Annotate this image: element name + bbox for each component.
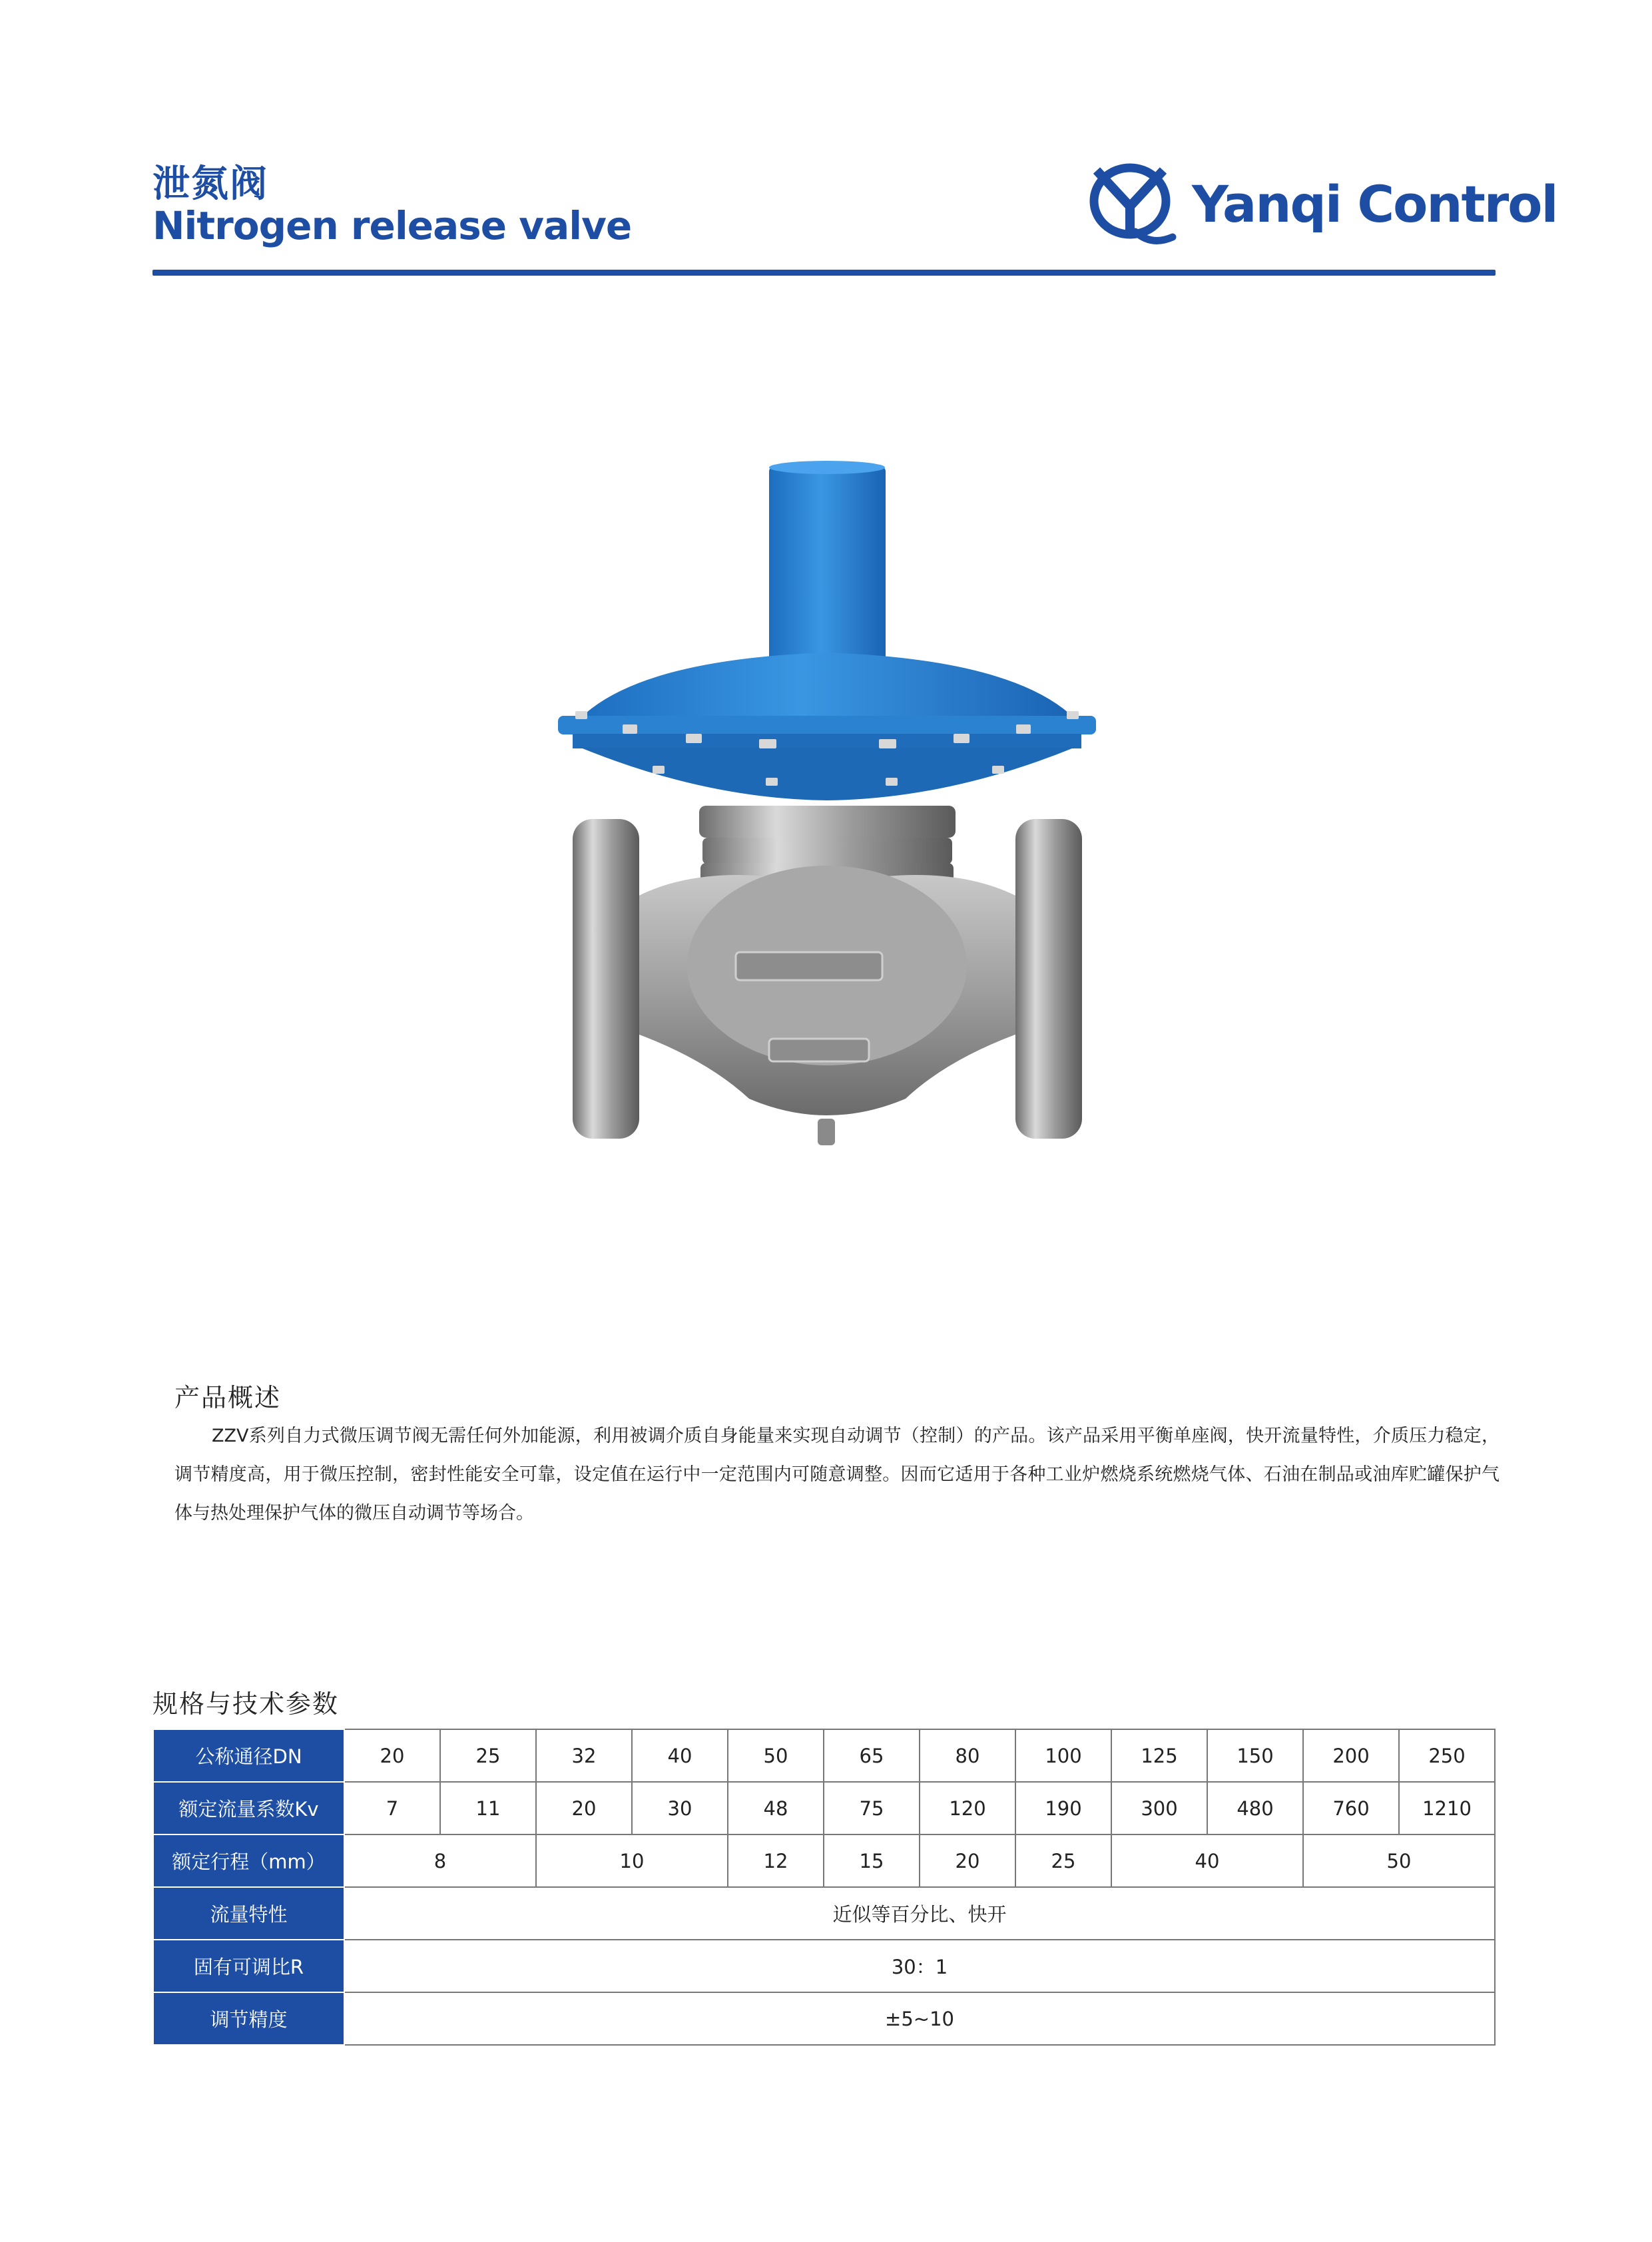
table-cell: 7 xyxy=(344,1782,440,1834)
table-cell: 10 xyxy=(536,1834,728,1887)
table-cell: 20 xyxy=(536,1782,632,1834)
valve-photo-icon xyxy=(506,459,1119,1159)
row-header: 流量特性 xyxy=(153,1887,344,1940)
spec-heading: 规格与技术参数 xyxy=(152,1689,340,1719)
table-cell: 48 xyxy=(728,1782,824,1834)
table-cell: 8 xyxy=(344,1834,536,1887)
overview-heading: 产品概述 xyxy=(174,1383,282,1412)
table-cell: 300 xyxy=(1111,1782,1207,1834)
row-header: 固有可调比R xyxy=(153,1940,344,1992)
table-row xyxy=(153,1834,1495,1887)
table-cell: 32 xyxy=(536,1729,632,1782)
row-header: 额定流量系数Kv xyxy=(153,1782,344,1834)
table-cell: 760 xyxy=(1303,1782,1399,1834)
table-cell: 65 xyxy=(824,1729,920,1782)
table-cell: 480 xyxy=(1207,1782,1303,1834)
table-cell: 125 xyxy=(1111,1729,1207,1782)
product-photo xyxy=(506,459,1119,1159)
table-cell: 12 xyxy=(728,1834,824,1887)
table-cell: 190 xyxy=(1015,1782,1111,1834)
table-row xyxy=(153,1940,1495,1992)
table-cell: 40 xyxy=(1111,1834,1303,1887)
row-header: 公称通径DN xyxy=(153,1729,344,1782)
brand-name: Yanqi Control xyxy=(1192,174,1557,234)
table-cell: 25 xyxy=(440,1729,536,1782)
table-cell: 40 xyxy=(632,1729,728,1782)
table-cell: 80 xyxy=(920,1729,1015,1782)
table-cell: 50 xyxy=(728,1729,824,1782)
table-cell: 250 xyxy=(1399,1729,1495,1782)
table-cell: 30 xyxy=(632,1782,728,1834)
table-row xyxy=(153,1992,1495,2045)
table-row xyxy=(153,1729,1495,1782)
table-cell: 100 xyxy=(1015,1729,1111,1782)
table-cell: 30：1 xyxy=(344,1940,1495,1992)
spec-table-body xyxy=(153,1729,1495,2045)
yq-logo-icon xyxy=(1082,162,1182,249)
table-cell: 20 xyxy=(920,1834,1015,1887)
table-cell: ±5~10 xyxy=(344,1992,1495,2045)
spec-table xyxy=(152,1729,1496,2046)
table-cell: 120 xyxy=(920,1782,1015,1834)
brand-logo xyxy=(1082,162,1557,249)
row-header: 额定行程（mm） xyxy=(153,1834,344,1887)
table-cell: 11 xyxy=(440,1782,536,1834)
table-cell: 150 xyxy=(1207,1729,1303,1782)
table-row xyxy=(153,1782,1495,1834)
table-cell: 近似等百分比、快开 xyxy=(344,1887,1495,1940)
page-title-cn: 泄氮阀 xyxy=(152,162,268,206)
table-cell: 20 xyxy=(344,1729,440,1782)
page-title-en: Nitrogen release valve xyxy=(152,203,632,248)
overview-text: ZZV系列自力式微压调节阀无需任何外加能源，利用被调介质自身能量来实现自动调节（控制）的产品。该产品采用平衡单座阀，快开流量特性，介质压力稳定，调节精度高，用于微压控制，密封性能安全可靠，设定值在运行中一定范围内可随意调整。因而它适用于各种工业炉燃烧系统燃烧气体、石油在制品或油库贮罐保护气体与热处理保护气体的微压自动调节等场合。 xyxy=(174,1426,1500,1524)
table-cell: 25 xyxy=(1015,1834,1111,1887)
table-cell: 1210 xyxy=(1399,1782,1495,1834)
header-divider xyxy=(152,270,1496,276)
row-header: 调节精度 xyxy=(153,1992,344,2045)
table-cell: 75 xyxy=(824,1782,920,1834)
table-cell: 15 xyxy=(824,1834,920,1887)
table-cell: 50 xyxy=(1303,1834,1495,1887)
table-row xyxy=(153,1887,1495,1940)
table-cell: 200 xyxy=(1303,1729,1399,1782)
